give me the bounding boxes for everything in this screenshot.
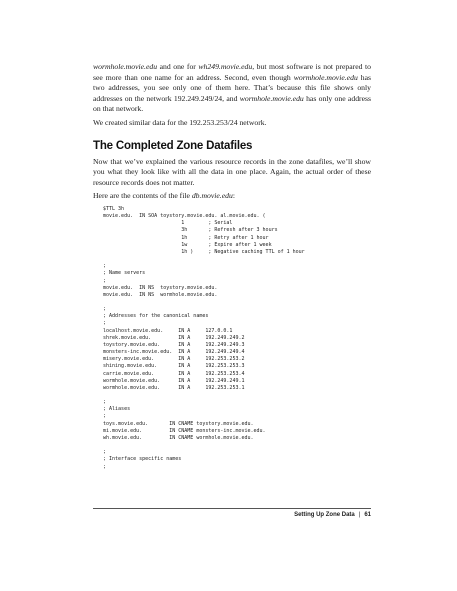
hostname-wormhole-3: wormhole.movie.edu — [239, 93, 304, 103]
code-line: ; — [103, 413, 107, 420]
code-line: localhost.movie.edu. IN A 127.0.0.1 — [103, 327, 233, 334]
code-line: mi.movie.edu. IN CNAME monsters-inc.movie.edu. — [103, 427, 266, 434]
code-line: ; Interface specific names — [103, 456, 182, 463]
code-line: ; — [103, 399, 107, 406]
code-line: ; — [103, 320, 107, 327]
paragraph-4-text: Here are the contents of the file — [93, 191, 192, 201]
zone-file-code-block — [103, 206, 371, 471]
code-line: ; — [103, 306, 107, 313]
code-line: movie.edu. IN NS toystory.movie.edu. — [103, 284, 218, 291]
paragraph-1-text-a: and one for — [157, 62, 199, 71]
hostname-wormhole-2: wormhole.movie.edu — [293, 72, 358, 82]
page-footer — [93, 508, 371, 518]
section-heading: The Completed Zone Datafiles — [93, 139, 253, 152]
filename: db.movie.edu — [191, 191, 233, 201]
code-line: wh.movie.edu. IN CNAME wormhole.movie.edu. — [103, 434, 254, 441]
code-line: 1w ; Expire after 1 week — [103, 241, 272, 248]
paragraph-1-text-d: has only one address on that network. — [93, 93, 371, 114]
code-line: $TTL 3h — [103, 205, 125, 212]
code-line: wormhole.movie.edu. IN A 192.249.249.1 — [103, 377, 245, 384]
paragraph-1-text-b: , but most software is not prepared to see more than one name for an address. Second, even though — [93, 62, 371, 82]
code-line: ; — [103, 449, 107, 456]
code-line: ; — [103, 263, 107, 270]
paragraph-3: Now that we’ve explained the various resource records in the zone datafiles, we’ll show you what they look like with all the data in one place. Again, the actual order of these resource records does not matter. — [93, 156, 371, 187]
code-line: toys.movie.edu. IN CNAME toystory.movie.edu. — [103, 420, 254, 427]
code-line: ; Addresses for the canonical names — [103, 313, 209, 320]
code-line: 1h ) ; Negative caching TTL of 1 hour — [103, 248, 305, 255]
code-line: ; — [103, 277, 107, 284]
code-line: toystory.movie.edu. IN A 192.249.249.3 — [103, 341, 245, 348]
code-line: 1 ; Serial — [103, 220, 233, 227]
code-line: ; — [103, 463, 107, 470]
code-line: wormhole.movie.edu. IN A 192.253.253.1 — [103, 384, 245, 391]
code-line: shrek.movie.edu. IN A 192.249.249.2 — [103, 334, 245, 341]
paragraph-2: We created similar data for the 192.253.253/24 network. — [93, 117, 267, 127]
paragraph-1-text-c: has two addresses, you see only one of them here. That’s because this file shows only addresses on the network 192.249.249/24, and — [93, 72, 372, 103]
code-line: carrie.movie.edu. IN A 192.253.253.4 — [103, 370, 245, 377]
footer-chapter-title: Setting Up Zone Data — [294, 512, 355, 518]
code-line: 1h ; Retry after 1 hour — [103, 234, 269, 241]
page-body — [93, 62, 371, 471]
paragraph-4 — [93, 191, 371, 202]
hostname-wormhole: wormhole.movie.edu — [93, 62, 158, 71]
code-line: ; Name servers — [103, 270, 146, 277]
paragraph-4-end: : — [232, 191, 235, 201]
paragraph-1 — [93, 62, 371, 115]
code-line: ; Aliases — [103, 406, 131, 413]
hostname-wh249: wh249.movie.edu — [198, 62, 253, 71]
code-line: shining.movie.edu. IN A 192.253.253.3 — [103, 363, 245, 370]
code-line: misery.movie.edu. IN A 192.253.253.2 — [103, 356, 245, 363]
page-number: 61 — [364, 512, 371, 518]
footer-separator: | — [358, 512, 361, 518]
code-line: movie.edu. IN NS wormhole.movie.edu. — [103, 291, 218, 298]
code-line: movie.edu. IN SOA toystory.movie.edu. al.movie.edu. ( — [103, 213, 266, 220]
code-line: 3h ; Refresh after 3 hours — [103, 227, 278, 234]
code-line: monsters-inc.movie.edu. IN A 192.249.249.4 — [103, 349, 245, 356]
